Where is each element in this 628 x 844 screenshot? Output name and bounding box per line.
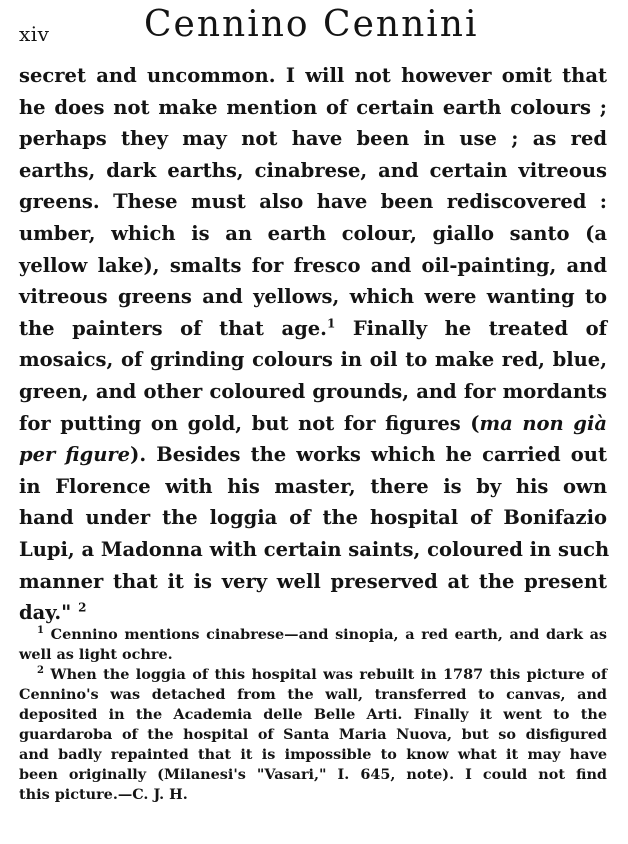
footnote-2 (19, 665, 607, 685)
footnote-reference-2: 2 (78, 600, 87, 615)
text-line: in Florence with his master, there is by his own (19, 474, 607, 498)
text-line: he does not make mention of certain earth colours ; (19, 95, 607, 119)
text-line (19, 439, 607, 471)
footnotes (19, 625, 607, 805)
body-text (19, 60, 610, 629)
footnote-mark: 2 (37, 665, 44, 677)
text-segment: for putting on gold, but not for figures ( (19, 411, 480, 435)
text-line: yellow lake), smalts for fresco and oil-painting, and (19, 253, 607, 277)
text-line: perhaps they may not have been in use ; as red (19, 127, 607, 151)
text-line: earths, dark earths, cinabrese, and certain vitreous (19, 158, 607, 182)
text-line (19, 597, 607, 629)
footnote-1 (19, 625, 607, 645)
text-segment: ). Besides the works which he carried out (130, 443, 607, 467)
text-line (19, 408, 607, 440)
text-line: green, and other coloured grounds, and for mordants (19, 379, 607, 403)
page-number: xiv (19, 22, 50, 46)
text-line: hand under the loggia of the hospital of Bonifazio (19, 506, 607, 530)
text-line: secret and uncommon. I will not however omit that (19, 64, 607, 87)
footnote-text: guardaroba of the hospital of Santa Maria Nuova, but so disfigured (19, 726, 607, 743)
text-line: Lupi, a Madonna with certain saints, coloured in such (19, 537, 610, 561)
italic-phrase: per figure (19, 443, 131, 467)
footnote-text: When the loggia of this hospital was rebuilt in 1787 this picture of (50, 666, 608, 683)
italic-phrase: ma non già (479, 411, 607, 435)
text-segment: day." (19, 601, 72, 625)
text-segment: the painters of that age. (19, 316, 327, 340)
footnote-text: this picture.—C. J. H. (19, 786, 188, 803)
running-title: Cennino Cennini (144, 4, 479, 45)
footnote-text: Cennino mentions cinabrese—and sinopia, a red earth, and dark as (50, 626, 607, 643)
text-line: umber, which is an earth colour, giallo santo (a (19, 221, 607, 245)
footnote-text: Cennino's was detached from the wall, transferred to canvas, and (19, 686, 607, 703)
text-line: greens. These must also have been rediscovered : (19, 190, 607, 214)
page-header (19, 4, 609, 58)
text-line (19, 313, 607, 345)
footnote-text: well as light ochre. (19, 646, 173, 663)
footnote-text: and badly repainted that it is impossible to know what it may have (19, 746, 607, 763)
footnote-mark: 1 (37, 625, 44, 637)
text-line: mosaics, of grinding colours in oil to make red, blue, (19, 348, 607, 372)
footnote-reference-1: 1 (326, 316, 336, 331)
text-segment: Finally he treated of (335, 316, 607, 340)
text-line: manner that it is very well preserved at the present (19, 569, 607, 593)
footnote-text: been originally (Milanesi's "Vasari," I. 645, note). I could not find (19, 766, 607, 783)
footnote-text: deposited in the Academia delle Belle Arti. Finally it went to the (19, 706, 607, 723)
text-line: vitreous greens and yellows, which were wanting to (19, 285, 607, 309)
